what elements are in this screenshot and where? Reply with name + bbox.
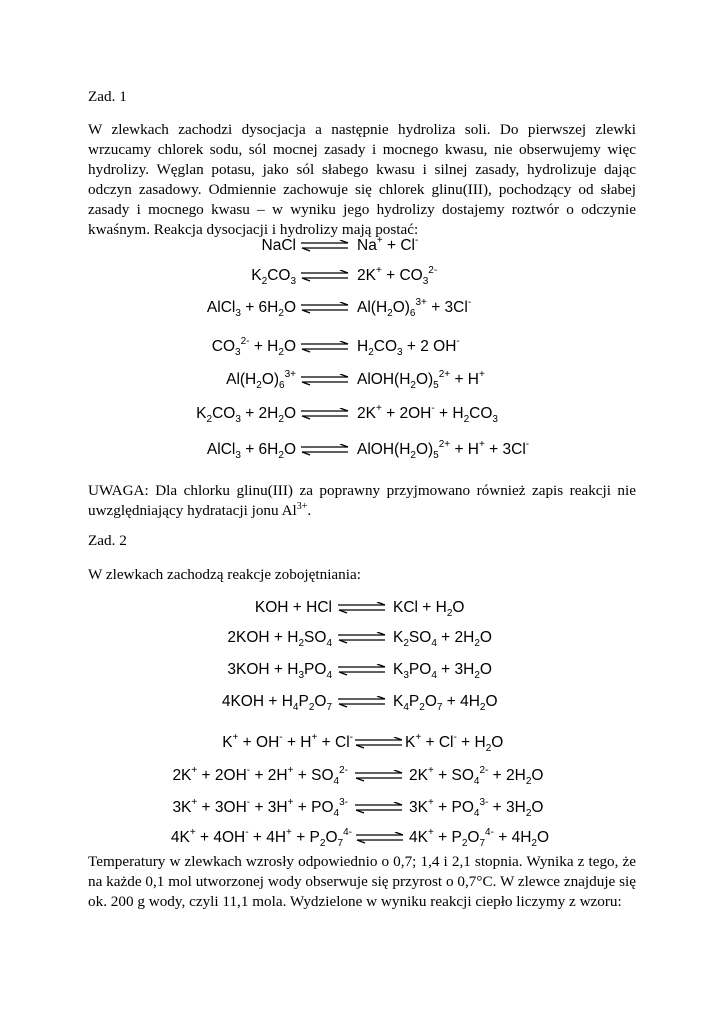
zad2-closing-paragraph: Temperatury w zlewkach wzrosły odpowiednio o 0,7; 1,4 i 2,1 stopnia. Wynika z tego, że na każde 0,1 mol utworzonej wody obserwuje się przyrost o 0,7°C. W zlewce znajduje się ok. 200 g wody, czyli 11,1 mola. Wydzielone w wyniku reakcji ciepło liczymy z wzoru: — [88, 853, 636, 910]
equation-row — [0, 828, 724, 850]
equation-right: $K_4P_2O_7 + 4H_2O$ — [393, 693, 498, 713]
formula-subscript: 2 — [531, 838, 537, 849]
equation-left: $4KOH + H_4P_2O_7$ — [221, 693, 332, 713]
formula-subscript: 2 — [298, 638, 305, 649]
formula-subscript: 2 — [278, 308, 284, 319]
formula-subscript: 7 — [337, 838, 344, 849]
equation-right: KCl + $H_2O$ — [393, 599, 465, 619]
formula-superscript: + — [375, 265, 382, 276]
formula-subscript: 3 — [298, 670, 305, 681]
formula-superscript: + — [376, 235, 383, 246]
formula-subscript: 3 — [403, 670, 409, 681]
formula-superscript: 2+ — [438, 439, 451, 450]
equation-row — [0, 266, 724, 288]
formula-superscript: 4- — [485, 827, 494, 838]
equation-right: Na+ + Cl- — [357, 235, 419, 254]
formula-subscript: 6 — [409, 308, 416, 319]
formula-subscript: 4 — [333, 808, 340, 819]
formula-subscript: 4 — [403, 702, 409, 713]
formula-subscript: 7 — [436, 702, 443, 713]
formula-superscript: + — [287, 797, 294, 808]
note-text: UWAGA: Dla chlorku glinu(III) za poprawny przyjmowano również zapis reakcji nie uwzględniający hydratacji jonu Al — [88, 482, 636, 519]
formula-superscript: + — [191, 765, 198, 776]
formula-superscript: + — [479, 439, 485, 450]
equation-row — [0, 692, 724, 714]
formula-superscript: - — [246, 797, 251, 808]
formula-superscript: - — [414, 235, 419, 246]
formula-superscript: + — [427, 827, 434, 838]
formula-superscript: - — [525, 439, 530, 450]
equilibrium-arrow-icon — [300, 302, 350, 314]
formula-superscript: + — [479, 369, 485, 380]
equation-row — [0, 298, 724, 320]
formula-superscript: + — [191, 797, 198, 808]
equation-row — [0, 236, 724, 258]
equation-left: $2K^+ + 2OH^- + 2H^+ + SO_4^{2-}$ — [172, 765, 348, 787]
formula-subscript: 4 — [326, 638, 332, 649]
formula-subscript: 4 — [473, 776, 480, 787]
formula-superscript: + — [427, 765, 434, 776]
formula-subscript: 4 — [333, 776, 340, 787]
formula-superscript: - — [456, 336, 460, 347]
formula-subscript: 2 — [525, 776, 532, 787]
equation-row — [0, 628, 724, 650]
formula-subscript: 2 — [278, 347, 284, 358]
equilibrium-arrow-icon — [337, 602, 387, 614]
formula-superscript: 3+ — [284, 369, 296, 380]
formula-subscript: 4 — [292, 702, 299, 713]
formula-subscript: 2 — [319, 838, 326, 849]
formula-subscript: 2 — [479, 702, 486, 713]
equation-left: $CO_3^{2-} + H_2O$ — [211, 336, 296, 358]
zad1-paragraph: W zlewkach zachodzi dysocjacja a następnie hydroliza soli. Do pierwszej zlewki wrzucamy chlorek sodu, sól mocnej zasady i mocnego kwasu, nie obserwujemy więc hydrolizy. Węglan potasu, jako sól słabego kwasu i silnej zasady, hydrolizuje dając odczyn zasadowy. Odmiennie zachowuje się chlorek glinu(III), pochodzący od słabej zasady i mocnego kwasu – w wyniku jego hydrolizy dostajemy roztwór o odczynie kwaśnym. Reakcja dysocjacji i hydrolizy mają postać: — [88, 121, 636, 238]
equation-left: AlCl$_3$ + $6H_2O$ — [206, 299, 296, 319]
formula-subscript: 2 — [474, 670, 480, 681]
formula-subscript: 2 — [463, 414, 470, 425]
equation-right: $2K^+ + SO_4^{2-} + 2H_2O$ — [409, 765, 544, 787]
formula-superscript: 2+ — [438, 369, 451, 380]
formula-superscript: 3- — [339, 797, 348, 808]
formula-subscript: 2 — [261, 276, 268, 287]
formula-subscript: 3 — [235, 414, 241, 425]
formula-subscript: 2 — [308, 702, 315, 713]
equation-row — [0, 660, 724, 682]
equation-right: $2K^+ + CO_3^{2-}$ — [357, 265, 438, 287]
formula-superscript: 4- — [343, 827, 352, 838]
zad1-heading: Zad. 1 — [88, 88, 127, 105]
equation-row — [0, 370, 724, 392]
equilibrium-arrow-icon — [300, 270, 350, 282]
formula-superscript: + — [189, 827, 196, 838]
equation-right: $AlOH(H_2O)_5^{2+} + H^+ + 3Cl^-$ — [357, 439, 530, 461]
formula-subscript: 2 — [206, 414, 213, 425]
formula-subscript: 5 — [433, 450, 439, 461]
equation-row — [0, 766, 724, 788]
formula-subscript: 2 — [368, 347, 374, 358]
zad2-intro: W zlewkach zachodzą reakcje zobojętniania: — [88, 566, 361, 583]
formula-subscript: 6 — [279, 380, 285, 391]
equation-left: $K_2CO_3 + 2H_2O$ — [196, 405, 296, 425]
zad2-heading: Zad. 2 — [88, 532, 127, 549]
equilibrium-arrow-icon — [300, 341, 350, 353]
formula-subscript: 5 — [433, 380, 439, 391]
formula-superscript: + — [232, 732, 239, 743]
formula-subscript: 4 — [326, 670, 332, 681]
equation-right: $K_2SO_4 + 2H_2O$ — [393, 629, 492, 649]
note-superscript: 3+ — [296, 500, 308, 512]
equation-right: $3K^+ + PO_4^{3-} + 3H_2O$ — [409, 797, 544, 819]
formula-subscript: 4 — [431, 638, 437, 649]
formula-superscript: + — [311, 732, 318, 743]
equation-left: $3KOH + H_3PO_4$ — [227, 661, 332, 681]
formula-superscript: + — [287, 765, 294, 776]
equation-row — [0, 440, 724, 462]
formula-subscript: 2 — [410, 380, 416, 391]
formula-subscript: 2 — [461, 838, 468, 849]
formula-subscript: 3 — [290, 276, 296, 287]
formula-subscript: 2 — [278, 414, 284, 425]
note-end: . — [307, 502, 312, 519]
equation-row — [0, 798, 724, 820]
equation-left: $4K^+ + 4OH^- + 4H^+ + P_2O_7^{4-}$ — [170, 827, 352, 849]
formula-subscript: 2 — [525, 808, 532, 819]
equation-row — [0, 337, 724, 359]
equilibrium-arrow-icon — [337, 664, 387, 676]
formula-superscript: 2- — [479, 765, 489, 776]
formula-subscript: 3 — [235, 347, 241, 358]
formula-subscript: 3 — [422, 276, 429, 287]
formula-superscript: - — [245, 827, 249, 838]
equation-left: $K_2CO_3$ — [251, 267, 296, 287]
formula-subscript: 2 — [485, 743, 492, 754]
equilibrium-arrow-icon — [300, 240, 350, 252]
equation-right: $K^+ + Cl^- + H_2O$ — [405, 732, 504, 754]
equation-right: $H_2CO_3 + 2$ OH- — [357, 336, 460, 358]
equilibrium-arrow-icon — [354, 737, 404, 749]
formula-subscript: 7 — [479, 838, 486, 849]
equilibrium-arrow-icon — [354, 770, 404, 782]
equation-left: $3K^+ + 3OH^- + 3H^+ + PO_4^{3-}$ — [172, 797, 348, 819]
formula-superscript: - — [349, 732, 353, 743]
formula-superscript: + — [286, 827, 292, 838]
equilibrium-arrow-icon — [300, 408, 350, 420]
formula-subscript: 3 — [235, 308, 241, 319]
formula-superscript: 3- — [479, 797, 489, 808]
formula-superscript: + — [427, 797, 434, 808]
formula-subscript: 2 — [278, 450, 284, 461]
formula-subscript: 3 — [397, 347, 403, 358]
formula-superscript: - — [467, 297, 472, 308]
formula-subscript: 2 — [419, 702, 425, 713]
formula-subscript: 3 — [235, 450, 241, 461]
formula-superscript: 2- — [240, 336, 250, 347]
formula-superscript: 3+ — [415, 297, 427, 308]
formula-superscript: - — [246, 765, 251, 776]
formula-superscript: - — [431, 403, 435, 414]
equation-left: NaCl — [261, 237, 296, 254]
equation-left: $Al(H_2O)_6^{3+}$ — [226, 369, 296, 391]
formula-subscript: 2 — [387, 308, 393, 319]
equation-right: $K_3PO_4 + 3H_2O$ — [393, 661, 492, 681]
equilibrium-arrow-icon — [337, 632, 387, 644]
formula-subscript: 7 — [326, 702, 332, 713]
zad1-note — [88, 481, 636, 521]
equation-left: KOH + HCl — [254, 599, 332, 616]
formula-superscript: - — [279, 732, 283, 743]
equation-right: $2K^+ + 2OH^- + H_2CO_3$ — [357, 403, 498, 425]
equilibrium-arrow-icon — [300, 374, 350, 386]
formula-subscript: 4 — [473, 808, 480, 819]
formula-subscript: 3 — [492, 414, 498, 425]
equilibrium-arrow-icon — [300, 444, 350, 456]
equilibrium-arrow-icon — [354, 802, 404, 814]
equilibrium-arrow-icon — [355, 832, 405, 844]
formula-superscript: + — [415, 732, 422, 743]
formula-subscript: 2 — [446, 608, 453, 619]
equation-row — [0, 404, 724, 426]
equation-row — [0, 733, 724, 755]
equation-right: $4K^+ + P_2O_7^{4-} + 4H_2O$ — [409, 827, 550, 849]
formula-subscript: 2 — [403, 638, 409, 649]
formula-superscript: - — [453, 732, 457, 743]
formula-subscript: 2 — [256, 380, 262, 391]
equation-right: $Al(H_2O)_6^{3+} + 3Cl^-$ — [357, 297, 472, 319]
equation-row — [0, 598, 724, 620]
formula-subscript: 2 — [410, 450, 416, 461]
formula-superscript: 2- — [428, 265, 438, 276]
formula-subscript: 4 — [431, 670, 437, 681]
equilibrium-arrow-icon — [337, 696, 387, 708]
equation-left: K+ + OH- + H+ + Cl- — [222, 732, 353, 751]
equation-right: $AlOH(H_2O)_5^{2+} + H^+$ — [357, 369, 485, 391]
formula-superscript: + — [375, 403, 382, 414]
formula-subscript: 2 — [474, 638, 480, 649]
formula-superscript: 2- — [339, 765, 348, 776]
equation-left: AlCl$_3$ + $6H_2O$ — [206, 441, 296, 461]
equation-left: $2KOH + H_2SO_4$ — [227, 629, 332, 649]
